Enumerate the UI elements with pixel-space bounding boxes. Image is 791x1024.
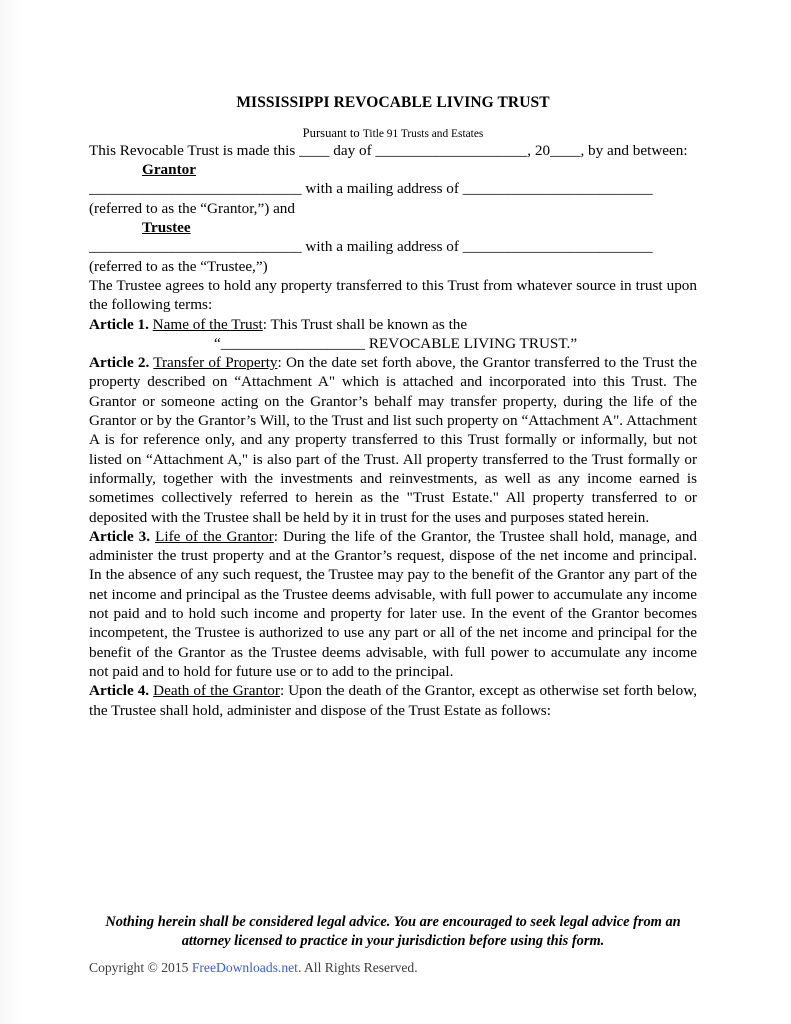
grantor-heading: Grantor [142,161,196,179]
freedownloads-link[interactable]: FreeDownloads.net [191,960,298,975]
copyright-suffix: . All Rights Reserved. [297,960,418,975]
article-1-topic: Name of the Trust [152,315,263,333]
article-3-body: : During the life of the Grantor, the Trustee shall hold, manage, and administer the trust property and at the Grantor’s request, dispose of the net income and principal. In the absence of any such request, the Trustee may pay to the benefit of the Grantor any part of the net income and principal as the Trustee deems advisable, with full power to accumulate any income not paid and to hold such income and property for later use. In the event of the Grantor becomes incompetent, the Trustee is authorized to use any part or all of the net income and principal for the benefit of the Grantor as the Trustee deems advisable, with full power to accumulate any income not paid and to hold for future use or to add to the principal. [89,527,698,680]
article-3-paragraph [89,527,697,681]
article-2-label: Article 2. [89,354,150,372]
article-2-topic: Transfer of Property [153,354,278,372]
article-4-label: Article 4. [89,682,150,700]
copyright-notice [89,960,697,976]
grantor-fill-line: ____________________________ with a mailing address of _________________________ (referred to as the “Grantor,”) and [89,180,653,217]
article-2-paragraph [89,353,697,527]
page-title: MISSISSIPPI REVOCABLE LIVING TRUST [236,94,550,111]
article-1-label: Article 1. [89,315,149,333]
article-4-paragraph [89,681,697,720]
article-3-topic: Life of the Grantor [155,527,274,545]
article-4-body: : Upon the death of the Grantor, except as otherwise set forth below, the Trustee shall hold, administer and dispose of the Trust Estate as follows: [89,682,697,719]
article-3-label: Article 3. [89,527,151,545]
subtitle-citation: Title 91 Trusts and Estates [362,128,484,141]
article-4-topic: Death of the Grantor [153,682,280,700]
article-1-body: : This Trust shall be known as the [262,315,468,333]
subtitle-lead: Pursuant to [302,126,363,141]
document-subtitle [89,111,697,141]
intro-paragraph: This Revocable Trust is made this ____ day of ____________________, 20____, by and between: [89,141,688,159]
article-1-paragraph [89,315,697,334]
document-content [89,0,697,720]
copyright-prefix: Copyright © 2015 [89,960,192,975]
legal-disclaimer: Nothing herein shall be considered legal advice. You are encouraged to seek legal advice from an attorney licensed to practice in your jurisdiction before using this form. [105,914,681,949]
article-2-body: : On the date set forth above, the Grantor transferred to the Trust the property described on “Attachment A" which is attached and incorporated into this Trust. The Grantor or someone acting on the Grantor’s behalf may transfer property, during the life of the Grantor or by the Grantor’s Will, to the Trust and list such property on “Attachment A". Attachment A is for reference only, and any property transferred to this Trust formally or informally, but not listed on “Attachment A," is also part of the Trust. All property transferred to the Trust formally or informally, together with the investments and reinvestments, as well as any income earned is sometimes collectively referred to herein as the "Trust Estate." All property transferred to or deposited with the Trustee shall be held by it in trust for the uses and purposes stated herein. [89,354,698,526]
trustee-fill-line: ____________________________ with a mailing address of _________________________ (referred to as the “Trustee,”) [89,238,653,275]
preamble-paragraph: The Trustee agrees to hold any property transferred to this Trust from whatever source in trust upon the following terms: [89,276,697,314]
trustee-heading: Trustee [142,219,191,237]
trust-name-fill-line: “___________________ REVOCABLE LIVING TRUST.” [214,334,578,352]
